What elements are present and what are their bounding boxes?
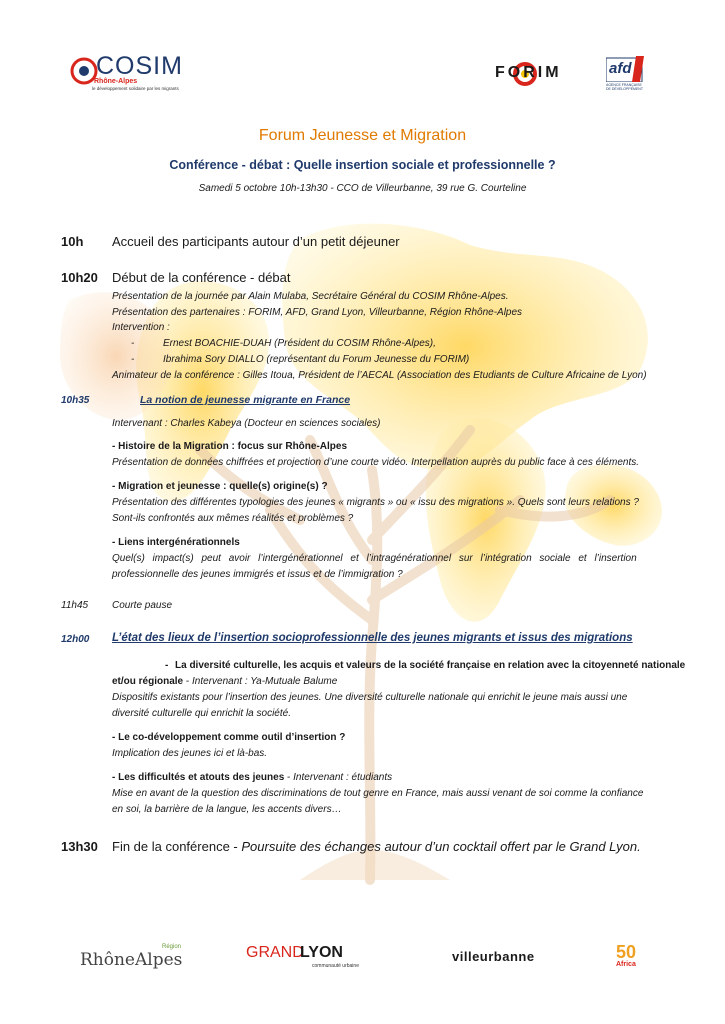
topic-dash: -: [165, 660, 169, 671]
text-migration-jeunesse-2: Sont-ils confrontés aux mêmes réalités et problèmes ?: [112, 513, 354, 524]
africa-50-number: 50: [616, 942, 637, 962]
topic-histoire-migration: - Histoire de la Migration : focus sur Rhône-Alpes: [112, 441, 348, 452]
text-discriminations-1: Mise en avant de la question des discriminations de tout genre en France, mais aussi venant de soi comme la confiance: [112, 788, 644, 799]
afd-logo: [606, 56, 646, 92]
topic-liens-intergenerationnels: - Liens intergénérationnels: [112, 537, 240, 548]
grand-lyon-grand: GRAND: [246, 944, 304, 961]
text-migration-jeunesse-1: Présentation des différentes typologies des jeunes « migrants » ou « issu des migrations ». Quels sont leurs relations ?: [112, 497, 639, 508]
text-dispositifs-1: Dispositifs existants pour l’insertion des jeunes. Une diversité culturelle nationale qui enrichit le jeune mais aussi une: [112, 692, 628, 703]
forim-name: FORIM: [495, 64, 562, 81]
item-accueil: Accueil des participants autour d’un petit déjeuner: [112, 234, 400, 249]
villeurbanne-logo: [452, 949, 542, 971]
time-10h20: 10h20: [61, 270, 98, 285]
rhone-alpes-logo: [80, 944, 190, 974]
topic-diversite-culturelle-a: La diversité culturelle, les acquis et valeurs de la société française en relation avec la citoyenneté nationale: [175, 660, 686, 671]
item-fin-conference: [112, 839, 641, 854]
speaker-2: Ibrahima Sory DIALLO (représentant du Forum Jeunesse du FORIM): [163, 354, 470, 365]
text-liens-2: professionnelle des jeunes immigrés et issus et de l’immigration ?: [112, 569, 403, 580]
text-liens-1: Quel(s) impact(s) peut avoir l’intergénérationnel et l’intragénérationnel sur l’intégration sociale et l’insertion: [112, 553, 637, 564]
time-12h00: 12h00: [61, 634, 90, 645]
text-co-developpement: Implication des jeunes ici et là-bas.: [112, 748, 268, 759]
topic-diversite-culturelle-b-text: et/ou régionale: [112, 676, 184, 687]
africa-50-name: Africa: [616, 961, 636, 968]
intervenant-etudiants: Intervenant : étudiants: [293, 772, 393, 783]
topic-co-developpement: - Le co-développement comme outil d’insertion ?: [112, 732, 346, 743]
afd-name: afd: [609, 60, 632, 77]
section-title-etat-des-lieux: L’état des lieux de l’insertion socioprofessionnelle des jeunes migrants et issus des migrations: [112, 632, 633, 644]
topic-difficultes-atouts: [112, 770, 392, 786]
text-dispositifs-2: diversité culturelle qui enrichit la société.: [112, 708, 291, 719]
speaker-1: Ernest BOACHIE-DUAH (Président du COSIM Rhône-Alpes),: [163, 338, 436, 349]
line-animateur: Animateur de la conférence : Gilles Itoua, Président de l’AECAL (Association des Etudiants de Culture Africaine de Lyon): [112, 370, 647, 381]
separator: -: [284, 772, 294, 783]
cosim-logo: [70, 52, 183, 96]
line-intervention: Intervention :: [112, 322, 170, 333]
grand-lyon-lyon: LYON: [300, 944, 343, 961]
text-discriminations-2: en soi, la barrière de la langue, les accents divers…: [112, 804, 342, 815]
speaker-dash: -: [131, 354, 135, 365]
cosim-region: Rhône-Alpes: [94, 78, 138, 85]
rhone-alpes-name: RhôneAlpes: [80, 950, 183, 970]
rhone-alpes-region: Région: [162, 944, 182, 950]
event-date-location: Samedi 5 octobre 10h-13h30 - CCO de Villeurbanne, 39 rue G. Courteline: [198, 183, 527, 194]
item-courte-pause: Courte pause: [112, 600, 173, 611]
line-intervenant-kabeya: Intervenant : Charles Kabeya (Docteur en sciences sociales): [112, 418, 381, 429]
grand-lyon-tagline: communauté urbaine: [312, 963, 359, 969]
forim-logo: [495, 60, 585, 88]
topic-difficultes-atouts-text: - Les difficultés et atouts des jeunes: [112, 772, 285, 783]
grand-lyon-logo: [246, 944, 366, 974]
page-title: Forum Jeunesse et Migration: [258, 127, 467, 144]
afd-tagline: AGENCE FRANÇAISE DE DÉVELOPPEMENT: [606, 83, 643, 91]
villeurbanne-name: villeurbanne: [452, 949, 535, 964]
time-11h45: 11h45: [61, 600, 89, 611]
text-histoire-migration: Présentation de données chiffrées et projection d’une courte vidéo. Interpellation auprès du public face à ces éléments.: [112, 457, 639, 468]
time-10h35: 10h35: [61, 395, 90, 406]
section-title-notion-jeunesse: La notion de jeunesse migrante en France: [140, 394, 351, 406]
cosim-tagline: le développement solidaire par les migrants: [92, 86, 179, 91]
fin-conference-cocktail: Poursuite des échanges autour d’un cocktail offert par le Grand Lyon.: [241, 839, 641, 854]
page-subtitle: Conférence - débat : Quelle insertion sociale et professionnelle ?: [169, 158, 556, 172]
speaker-dash: -: [131, 338, 135, 349]
separator: -: [183, 676, 193, 687]
intervenant-balume: Intervenant : Ya-Mutuale Balume: [192, 676, 338, 687]
time-13h30: 13h30: [61, 839, 98, 854]
line-presentation-journee: Présentation de la journée par Alain Mulaba, Secrétaire Général du COSIM Rhône-Alpes.: [112, 291, 509, 302]
item-debut-conference: Début de la conférence - débat: [112, 270, 291, 285]
cosim-name: COSIM: [96, 52, 183, 80]
line-presentation-partenaires: Présentation des partenaires : FORIM, AFD, Grand Lyon, Villeurbanne, Région Rhône-Alpes: [112, 307, 523, 318]
time-10h: 10h: [61, 234, 84, 249]
topic-migration-jeunesse: - Migration et jeunesse : quelle(s) origine(s) ?: [112, 481, 328, 492]
topic-diversite-culturelle-b: [112, 674, 337, 690]
africa-50-logo: [612, 942, 646, 972]
fin-conference-label: Fin de la conférence -: [112, 839, 242, 854]
